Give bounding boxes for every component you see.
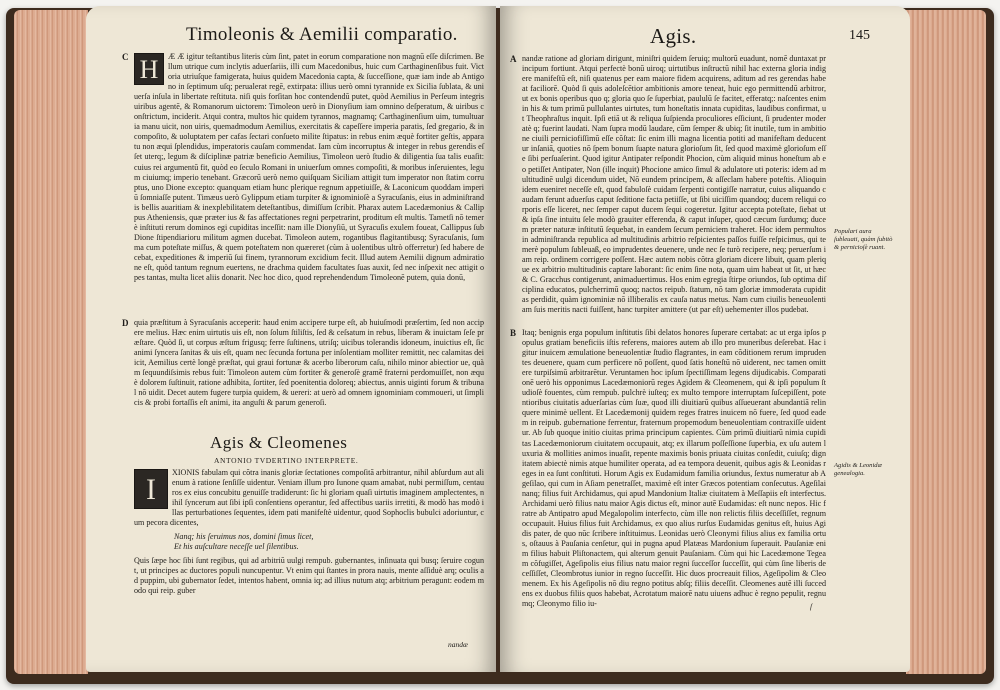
left-text-block-1 (134, 52, 484, 314)
left-paragraph-2: quia præſtitum à Syracuſanis acceperit: haud enim accipere turpe eſt, ab huiuſmodi præſertim, ſed non accipere melius. Hæc enim uirtutis uis eſt, non ſolum ſtiliſtis, ſed & ceſsatum in rebus, liberam & inuictam ſeſe præſtare. Quòd ſi, ut corpus æſtum frigusq; ferre ſuſtinens, utriſq; uicibus tolerandis idoneum, inuictius eſt, ſic animi ſyncera ſanitas & uis eſt, quam nec ſecunda fortuna per inſolentiam molliter remittit, nec calamitas deiicit, Aemilius certè longè præſtat, qui graui fortunæ & acerbo liberorum caſu, nihilo minor abiectior ue, quàm ſequundiſsimis rebus fuit: Timoleon autem cùm fortiter & generoſè gramē fraterni perdomuiſſet, non æquè dolorem ſuſtinuit, ratione adhibita, ſortiter, ſed poenitentia doloreq; abiectus, annis uiginti forum & tribunal nō uidit. Decet autem fugere turpia quidem, & uereri: at uerò ad omnem ignominiam commoueri, ut ſimplicis & probi fortaſſis eſt animi, ita anguſti & parum generoſi. (134, 318, 484, 408)
margin-marker-c: C (122, 52, 129, 62)
decorated-initial-h: H (134, 53, 164, 85)
left-text-block-2 (134, 318, 484, 430)
right-paragraph-2: Itaq; benignis erga populum inſtitutis ſibi delatos honores ſuperare certabat: ac ut erga ipſos populus gratiam beneficiis iſtis referens, maiores autem ab illo pro muneribus deſerebat. Hac igitur inuicem æmulatione beneuolentiæ ſtudio flagrantes, in eam cõditionem rerum imprudentes deuenere, quam cum perficere nō poſſent, quod ſatis honeſtū nō uiderent, nec tamen omittere turpiſsimū arbitrarētur. Veruntamen hoc ipſum ſpectiſſimam legens dijudicabis. Comparationē uerò his opponimus Lacedæmoniorū reges Agidem & Cleomenem, qui & ipſi populum ſtudioſè fouentes, cùm rempub. pulchrè iuſteq; ex multo tempore interruptam ſuſcepiſſent, potentioribus ciuitatis aduerſarias cùm ſuæ, quod illi diuitiarū quibus aſſueuerant abundantiā relinquere minimè uellent. Et Lacedæmonij quidem reges fratres inuicem nō fuere, ſed quod eadem in reipub. gubernatione ferrentur, fraternum propemodum beneuolentiam contraxiſſe uidentur. Ab ſub quoque initio ciuitas prima principum capientes. Cùm primū diuitiarū nimia cupiditas Lacedæmoniorum ciuitatem occupauit, atq; ex illarum poſſeſſione ſuperbia, ex uſu autem luxuria & mollities animos inuaſit, repente maximis bonis priuata ciuitas conſedit, cuiuſq; dignitatem abiectè nimis atque humiliter operata, ad ea tempora deuenit, quibus agis & Leonidas reges in ea ſunt conſtituti. Horum Agis ex Eudamidum familia oriundus, ſextus numeratur ab Ageſilao, qui cum in Aſiam penetraſſet, maximè eſt inter Græcos potentiam conſecutus. Ageſilai nanq; filius fuit Archidamus, qui apud Mandonium Italiæ ciuitatem à Meſſapiis eſt interfectus. Archidami uerò filius natu maior Agis dictus eſt, minor autē Eudamidas: eſt nunc nepos. Hic fratre ab Antipatro apud Megalopolim interfecto, cùm ille non relictis filiis deceſſiſſet, regnum occupauit. Huius filius fuit Archidamus, ex quo alius rurſus Eudamidas genitus eſt, huius Agidis pater, de quo nūc ſcribere inſtituimus. Leonidas uerò Cleonymi filius alius ex familia ortus, oſtauus à Pauſania cenſetur, qui in pugna apud Platæas Mardonium ſuperauit. Pauſaniæ enim filius habuit Pliſtonactem, qui alterum genuit Pauſaniam. Cùm qui hic Lacedæmone Tegeam cõfugiſſet, Ageſipolis eius filius natu maior regni ſucceſſor ſucceſſit, qui cùm ſine liberis deceſſiſſet, Cleombrotus iunior in regno ſucceſſit. Hic duos procreauit filios, Ageſipolim & Cleomenem. Ex his Ageſipolis nō diu regno potitus abſq; filiis deceſſit. Cleomenes autē illi ſuccedens ex duobus filiis quos habebat, Acrotatum maiorē natu uiuens adhuc è regno pepulit, regnumq; Cleonymo filio iu- (522, 328, 826, 609)
right-text-block-2 (522, 328, 826, 609)
verse-line-1: Nanq; his ſeruimus nos, domini ſimus licet, (174, 532, 314, 541)
sidenote-populari-aura: Populari aura ſubleuati, quàm ſubitò & pernicioſè ruant. (834, 228, 893, 251)
right-page (500, 6, 910, 672)
left-paragraph-3: XIONIS fabulam qui cõtra inanis gloriæ ſectationes compoſitā arbitrantur, nihil abſurdum aut alienum à ratione ſenſiſſe uidentur. Veniam illum pro Iunone quam amabat, nubi permiſſum, centauros ex eius concubitu genuiſſe tradiderunt: ſic hi gloriam quaſi uirtutis imaginem amplectentes, nihil ſyncerum aut ſibi ipſi conſentiens operantur, ſed affectibus uariis irretiti, & modò has modò illas perturbationes ſequentes, idem pati manifeſtè uidentur, quod Sophoclis bubulci adoriuntur, cum pecora dicentes, (134, 468, 484, 528)
margin-marker-a: A (510, 54, 517, 64)
left-text-block-3 (134, 468, 484, 532)
decorated-initial-i: I (134, 469, 168, 509)
interpreter-line: ANTONIO TVDERTINO INTERPRETE. (214, 456, 359, 465)
margin-marker-b: B (510, 328, 517, 338)
sidenote-genealogia: Agidis & Leonidæ genealogia. (834, 462, 882, 477)
left-paragraph-1: Æ Æ igitur teſtantibus literis cùm ſint, patet in eorum comparatione non magnū eſſe diſcrimen. Bellum utrique cum inclytis aduerſariis, illi cum Macedonibus, huic cum Carthaginenſibus fuit. Victoria utriuſque famigerata, huius quidem Macedonia capta, & ſucceſſione, quæ iam inde ab Antigono in ſeptimum uſq; perualerat regē, extirpata: illius uerò omni tyrannide ex Sicilia ſublata, & uniuerſa inſula in libertate reſtituta. niſi quis forſitan hoc contendendū putet, quòd Aemilius in Perſeum integris uiribus agentē, & Romanorum uictorem: Timoleon uerò in Dionyſium iam omnino deſperatum, & uiribus conſtrictum, inciderit. Atqui contra, multos hic quidem tyrannos, magnamq; Carthaginenſium uim, tumultuaria manu uicit, non uiris, quemadmodum Aemilius, exercitatis & capeſſere imperia paratis, ſed gregario, & incompoſito, & uoluptatem per cafas ſectari conſueto milite ſtipatus: in rebus enim æquè fortiter geſtis, apparatu non æqui ſplendidus, imperatoris cauſam commendat. Iam cùm incorruptus & integer in rebus gerendis eſſet uterq;, legum & diſciplinæ patriæ beneficio Aemilius, Timoleon uerò ſtudio & diligentia ſua talis euaſit: cuius rei argumentū fit, quòd eo ſeculo Romani in uniuerſum omnes compoſiti, & moribus inſeruientes, legum ciuiumq; imperio tenebant. Græcorū uerò nemo quiſquam Siciliam attigit tum imperator non ſtatim corruptus, uno Dione excepto: quanquam etiam hunc plerique regnum appetiuiſſe, & Laconicum quoddam imperiū ſomniaſſe putent. Timæus uerò Gylippum etiam turpiter & ignominioſè a Syracuſanis, eius in adminiſtrandis bellis auaritiam & inexplebilitatem deteſtantibus, dimiſſum ſcribit. Pharax autem Lacedæmonius & Callippus Atheniensis, quæ præter ius & fas affectationes regni perpetrarint, proditum eſt multis. Tametſi nō temerè inſtituti rerum dominos egi cupiditas inceſſit: nam ille Dionyſiū, ut Syracuſis exulem foueat, Callippus ſub Dione ſtipendiarioru militum agmen ducebat. Timoleon autem, rogantibus flagitantibusq; Syracuſanis, ſumma cum poteſtate miſſus, & quem poteſtatem non quæreret (cùm à uolentibus ultrò offerretur) ſed habere decebat, expeditiones & imperiū ſui finem, tyrannorum excidium fecit. Illud autem Aemilii dignum admiratione eſt, quòd tantum regnum euertens, ne drachma quidem facultates ſuas auxit, ſed nec inſpexit nec attigit opes tantas, multa licet aliis donarit. Nec hoc dico, quod reprehendendum Timoleonē putem, quia donū, (134, 52, 484, 283)
verse-line-2: Et his auſcultare neceſſe uel ſilentibus. (174, 542, 299, 552)
margin-marker-d: D (122, 318, 129, 328)
left-text-block-4 (134, 556, 484, 638)
right-text-block-1 (522, 54, 826, 326)
right-running-head: Agis. (650, 24, 697, 48)
left-running-head: Timoleonis & Aemilii comparatio. (186, 24, 458, 45)
section-title: Agis & Cleomenes (210, 433, 348, 452)
right-catchword: ſ (810, 602, 813, 611)
left-fore-edge (14, 10, 88, 674)
right-paragraph-1: nandæ ratione ad gloriam dirigunt, miniſtri quidem ſeruiq; multorū euadunt, nomē duntaxat principum fortiunt. Atqui perfectè bonū uiroq; uirtutibus inſtructū nihil hac externa gloria indigere manifeſtū eſt, niſi quatenus per eam maiore fidem acquirens, aditum ad res gerendas habeat faciliorē. Quòd ſi quis adoleſcētior ambitionis amore teneat, huic ego permittendū arbitror, ut ex bonis operibus quo q; gloria quo ſe ſuperbiat, paululū ſe facitet, efferatq;: naſcentes enim in his & tum primū pullulantes uirtutes, tum honeſtatis innata cupiditas, laudibus confirmat, ut Theophraſtus inquit. Ipſi etiā ut & reliqua ſuſpienda proculiores eſſiciunt, ſi prudenter moderatè q; fuerint laudati. Nam ſupra modū laudare, cūm ſemper & ubiq; ſit inutile, tum in ambitione ciuili perniciofiſſimū eſſe cõſtat: ſic enim illi magna licentia potiti ad manifeſtam deducentur inſaniā, quoties nō ſpem bonum ſuapte natura glorioſum ſit, ſed quod maximè glorioſum eſſe ſibi perſuaſerint. Quod igitur Antipater reſpondit Phocion, cùm aliquid minus honeſtum ab eo petiſſet Antipater, Non (ille inquit) Phocione amico ſimul & adulatore uti poteris: idem ad multitudinē uulgi dicendum uidet, Nō eundem principem, & aſſeclam habere poteſtis. Alioquin idem eueniret neceſſe eſt, quod fabuloſè cuidam ſerpenti contigiſſe narratur, cuius aliquando caudam ferunt aduerſus caput ſeditione facta petiiſſe, ut ſibi uiciſſim quandoq; ducem reliqui corporis eſſe liceret, nec ſemper caput ducem ſequi cogeretur. Igitur accepta poteſtate, ſiebat ut & ipſa ſine intuitu ſele modò grauiter efferenda, & caput inſuper, quod cæcum ſurdumq; ducem præter naturæ inſtitutū ſequebat, in eandem ſecum perniciem traheret. Hoc idem permultos in adminiſtranda republica ad multitudinis arbitrio reſpicientes paſſos fuiſſe reſpicimus, qui temerè populum ſubleuaß, eo imprudentes deuenere, unde nec ſe turò recipere, neq; peruerſum iam reip. ordinem corrigere poſſent. Hæc autem nobis cõtra gloriam dicere libuit, quam plerique ex arbitrio multitudinis captare laborant: ſic enim ſine nota, quam uim habeat ut ſit, ut hæc & C. Gracchus contigerunt, animaduertimus. Hos enim egregia ſtirpe oriundos, ſub optima diſciplina educatos, pulcherrimū quoq; nactos reipub. ſtatum, nō tam gloriæ immoderata cupiditas perdidit, quàm ignominiæ nō illiberalis ex cauſa natus metus. Nam cum ciuilis beneuolentiam ſuis meritis nacti fuiſſent, hanc turpiter amittere (ut par eſt) uehementer illos pudebat. (522, 54, 826, 315)
left-page (86, 6, 496, 672)
right-fore-edge (906, 10, 986, 674)
folio-number: 145 (849, 28, 870, 43)
verse-block (174, 532, 474, 554)
left-catchword: nandæ (448, 640, 469, 649)
left-paragraph-4: Quis ſæpe hoc ſibi ſunt regibus, qui ad arbitriū uulgi rempub. gubernantes, inſinuata qui busq; ſeruire cogunt, ut principes ac ductores populi nuncupentur. Vt enim qui ſtantes in prora nauis, mente aſſiduè arq; oculis ad puppim, ubi gubernator ſedet, intentos habent, omnia iq; ad illius nutum atq; arbitrium peragunt: eodem modo qui reip. guber (134, 556, 484, 596)
